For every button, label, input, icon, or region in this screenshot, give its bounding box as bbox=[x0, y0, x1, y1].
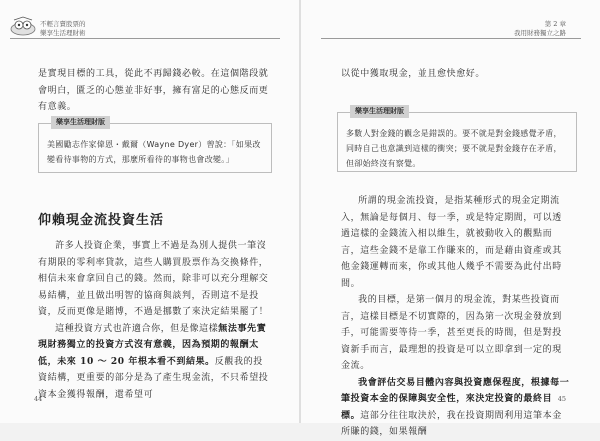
paragraph: 所謂的現金流投資，是指某種形式的現金定期流入，無論是每個月、每一季，或是特定期間，可以透過這樣的金錢流入相以維生，就被動收入的觀點而言，這些金錢不是靠工作賺來的，而是藉由資產或其他金錢運轉而來，你或其他人幾乎不需要為此付出時間。 bbox=[341, 196, 562, 289]
section-title: 仰賴現金流投資生活 bbox=[38, 213, 165, 228]
running-header-right bbox=[514, 20, 566, 38]
continued-paragraph: 以從中獲取現金，並且愈快愈好。 bbox=[341, 69, 486, 79]
quote-box bbox=[38, 118, 272, 173]
header-line-2: 我用財務獨立之路 bbox=[514, 29, 566, 37]
quote-box-text: 美國勵志作家偉恩・戴爾（Wayne Dyer）曾說：「如果改變看待事物的方式，那麼所看待的事物也會改變。」 bbox=[47, 140, 261, 164]
paragraph-emphasis: 我會評估交易目體內容與投資應保程度，根據每一筆投資本金的保障與安全性，來決定投資的最終目標。這部分往往取決於，我在投資期間利用這筆本金所賺的錢，如果報酬 bbox=[341, 377, 570, 437]
quote-box-tag: 樂享生活理財版 bbox=[350, 105, 409, 118]
header-rule bbox=[321, 38, 581, 39]
header-line-2: 樂享生活理財術 bbox=[40, 29, 86, 37]
paragraph: 我的目標，是第一個月的現金流，對某些投資而言，這樣目標是不切實際的，因為第一次現金發放到手，可能需要等待一季，甚至更長的時間，但是對投資新手而言，最理想的投資是可以立即拿到一定的現金流。 bbox=[341, 295, 562, 371]
body-paragraphs bbox=[341, 193, 571, 441]
running-header-left bbox=[40, 20, 86, 38]
paragraph: 許多人投資企業，事實上不過是為別人提供一筆沒有期限的零利率貸款，這些人購買股票作為交換條件，相信未來會拿回自己的錢。然而，除非可以充分理解交易結構，並且做出明智的協商與談判，否則這不是投資，反而更像是賭博，不過是挪數了來決定結果罷了！ bbox=[38, 241, 269, 317]
left-page bbox=[0, 0, 299, 423]
header-line-1: 第 2 章 bbox=[544, 20, 566, 28]
page-number: 45 bbox=[557, 395, 566, 403]
paragraph-emphasis: 這種投資方式也許適合你，但是像這樣無法事先實現財務獨立的投資方式沒有意義，因為預期的報酬太低，未來 10 ～ 20 年根本看不到結果。反觀我的投資結構，更重要的部分是為了產生現金流，不只希望投資本金獲得報酬，還希望可 bbox=[38, 323, 269, 400]
quote-box-tag: 樂享生活理財版 bbox=[51, 116, 110, 129]
body-paragraphs bbox=[38, 238, 270, 403]
mascot-logo-icon bbox=[8, 16, 38, 36]
header-rule bbox=[10, 38, 280, 39]
quote-box bbox=[337, 107, 577, 172]
continued-paragraph: 是實現目標的工具，從此不再歸錢必較。在這個階段就會明白，匱乏的心態並非好事，擁有富足的心態反而更有意義。 bbox=[38, 69, 269, 112]
right-page bbox=[301, 0, 600, 437]
quote-box-text: 多數人對金錢的觀念是錯誤的。要不就是對金錢感覺矛盾，同時自己也意識到這樣的衝突；要不就是對金錢存在矛盾，但卻始終沒有察覺。 bbox=[346, 129, 562, 168]
header-line-1: 不輕言賣股票的 bbox=[40, 20, 86, 28]
page-number: 44 bbox=[34, 395, 43, 403]
